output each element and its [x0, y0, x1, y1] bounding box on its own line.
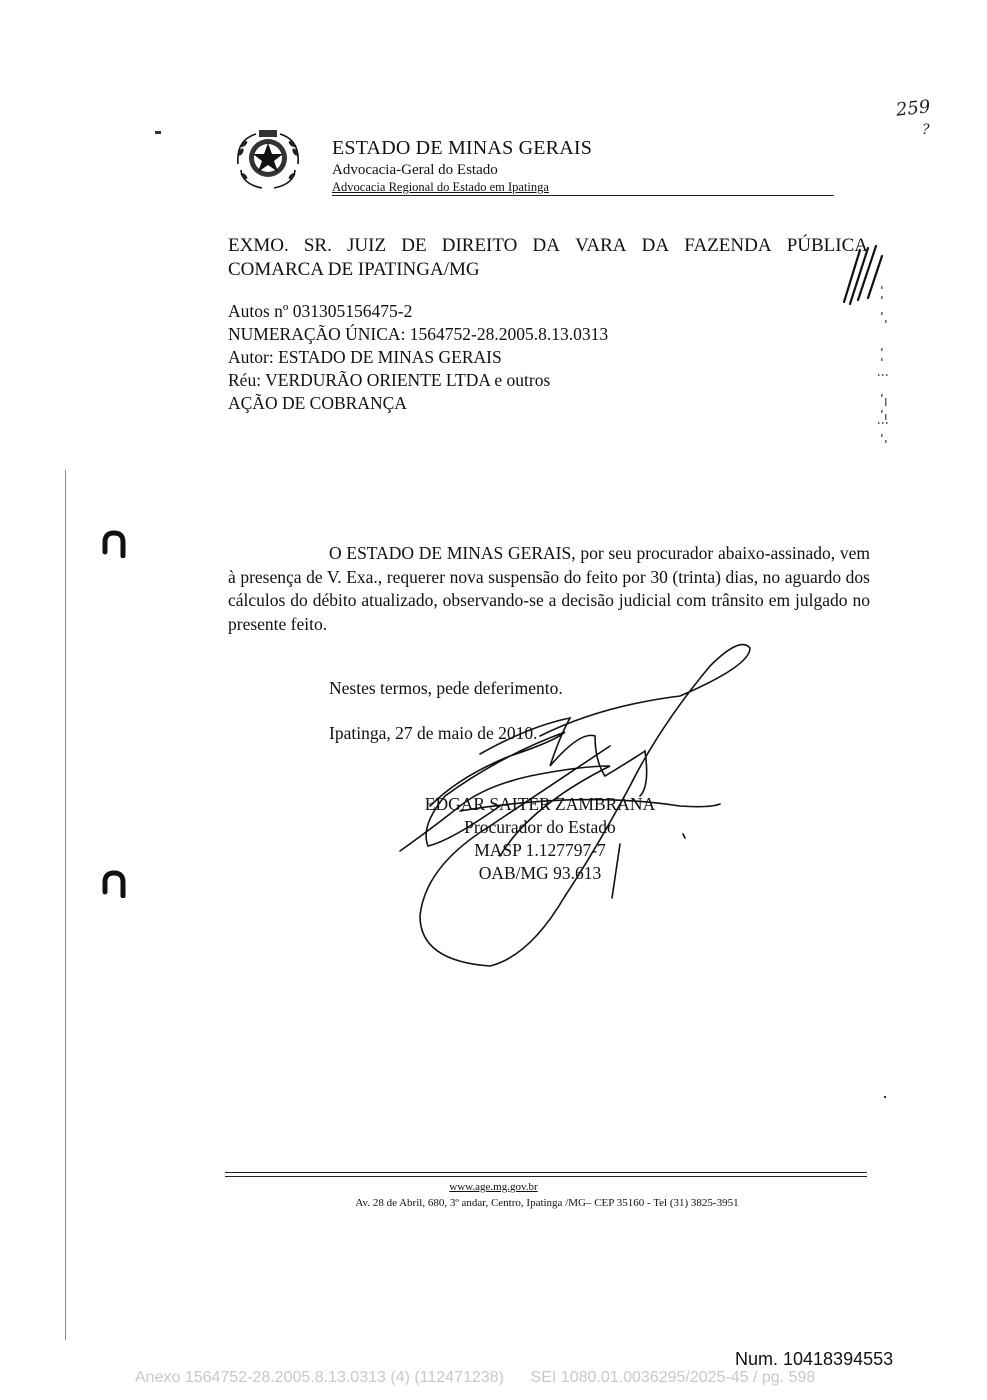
signatory-masp: MASP 1.127797-7 [474, 840, 606, 860]
handwritten-page-number: 259 [894, 96, 932, 121]
handwritten-mark: ? [922, 122, 930, 138]
document-number-stamp: Num. 10418394553 [735, 1349, 894, 1369]
scan-speck [155, 131, 161, 134]
footer-url: www.age.mg.gov.br [449, 1181, 538, 1193]
addressee-word: PÚBLICA [786, 235, 868, 256]
scan-edge-rule [65, 470, 66, 1340]
case-autos: Autos nº 031305156475-2 [228, 301, 413, 321]
addressee-block [228, 234, 868, 282]
footer-rule [225, 1172, 867, 1173]
scan-speck [884, 1096, 886, 1098]
coat-of-arms-icon [232, 124, 304, 192]
margin-dots [876, 282, 890, 452]
addressee-word: JUIZ [347, 235, 387, 256]
addressee-word: VARA [575, 235, 627, 256]
header-agency: Advocacia-Geral do Estado [332, 162, 498, 178]
footer-rule [225, 1176, 867, 1177]
case-reu: Réu: VERDURÃO ORIENTE LTDA e outros [228, 370, 551, 390]
addressee-word: EXMO. [228, 235, 289, 256]
addressee-word: DA [641, 235, 670, 256]
header-office: Advocacia Regional do Estado em Ipatinga [332, 180, 549, 194]
header-rule [332, 195, 834, 196]
closing-place-date: Ipatinga, 27 de maio de 2010. [329, 723, 538, 743]
case-numeracao: NUMERAÇÃO ÚNICA: 1564752-28.2005.8.13.0313 [228, 324, 609, 344]
addressee-word: SR. [303, 235, 332, 256]
addressee-line-1 [228, 234, 868, 258]
addressee-line-2: COMARCA DE IPATINGA/MG [228, 259, 480, 280]
addressee-word: DA [532, 235, 560, 256]
signatory-name: EDGAR SAITER ZAMBRANA [424, 794, 656, 814]
case-acao: AÇÃO DE COBRANÇA [228, 393, 407, 413]
header-state: ESTADO DE MINAS GERAIS [332, 137, 593, 159]
punch-hole-mark [102, 530, 128, 558]
addressee-word: DIREITO [441, 235, 518, 256]
punch-hole-mark [102, 870, 128, 898]
body-paragraph: O ESTADO DE MINAS GERAIS, por seu procurador abaixo-assinado, vem à presença de V. Exa., requerer nova suspensão do feito por 30 (trinta) dias, no aguardo dos cálculos do débito atualizado, observando-se a decisão judicial com trânsito em julgado no presente feito. [228, 543, 870, 634]
signatory-oab: OAB/MG 93.613 [478, 863, 602, 883]
handwritten-signature [380, 636, 780, 971]
case-autor: Autor: ESTADO DE MINAS GERAIS [228, 347, 502, 367]
case-info [228, 300, 608, 415]
signatory-role: Procurador do Estado [464, 817, 616, 837]
annex-stamp: Anexo 1564752-28.2005.8.13.0313 (4) (112471238) SEI 1080.01.0036295/2025-45 / pg. 598 [135, 1369, 816, 1386]
addressee-word: DE [401, 235, 427, 256]
closing-request: Nestes termos, pede deferimento. [329, 678, 563, 698]
addressee-word: FAZENDA [684, 235, 772, 256]
footer-address: Av. 28 de Abril, 680, 3º andar, Centro, Ipatinga /MG– CEP 35160 - Tel (31) 3825-3951 [355, 1197, 739, 1209]
